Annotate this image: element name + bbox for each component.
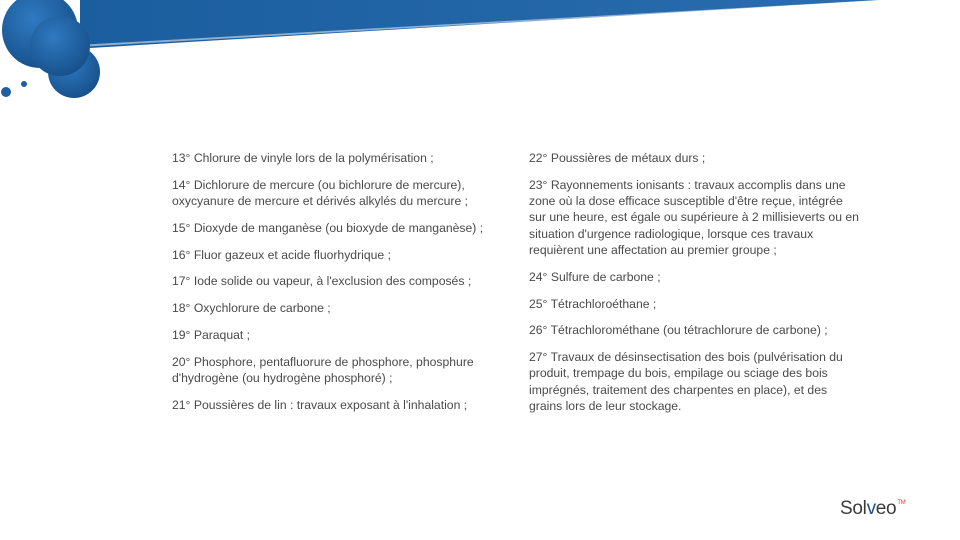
list-item: 17° Iode solide ou vapeur, à l'exclusion des composés ; — [172, 274, 472, 289]
logo-prefix: Sol — [840, 498, 867, 519]
list-item: 16° Fluor gazeux et acide fluorhydrique ; — [172, 247, 391, 262]
list-item: 13° Chlorure de vinyle lors de la polymérisation ; — [172, 151, 434, 165]
header-banner-decoration — [0, 0, 960, 130]
list-item: 15° Dioxyde de manganèse (ou bioxyde de manganèse) ; — [172, 220, 484, 235]
list-item: 24° Sulfure de carbone ; — [529, 269, 661, 284]
list-item: 14° Dichlorure de mercure (ou bichlorure de mercure), oxycyanure de mercure et dérivés alkylés du mercure ; — [172, 177, 469, 209]
list-item: 22° Poussières de métaux durs ; — [529, 151, 706, 165]
list-item: 21° Poussières de lin : travaux exposant à l'inhalation ; — [172, 397, 468, 412]
left-column — [172, 150, 502, 424]
list-item: 18° Oxychlorure de carbone ; — [172, 301, 331, 316]
logo-suffix: eo — [875, 498, 897, 519]
logo-accent: v — [866, 498, 876, 519]
list-item: 23° Rayonnements ionisants : travaux accomplis dans une zone où la dose efficace susceptible d'être reçue, intégrée sur une heure, est égale ou supérieure à 2 millisieverts ou en situation d'urgence radiologique, lorsque ces travaux requièrent une affectation au premier groupe ; — [529, 177, 859, 257]
list-item: 19° Paraquat ; — [172, 328, 251, 343]
solveo-logo — [840, 498, 905, 520]
trademark-mark: TM — [897, 500, 906, 506]
list-item: 20° Phosphore, pentafluorure de phosphore, phosphure d'hydrogène (ou hydrogène phosphoré) ; — [172, 354, 474, 386]
list-item: 27° Travaux de désinsectisation des bois (pulvérisation du produit, trempage du bois, empilage ou sciage des bois imprégnés, traitement des charpentes en place), et des grains lors de leur stockage. — [529, 350, 843, 414]
list-item: 25° Tétrachloroéthane ; — [529, 296, 657, 311]
right-column — [529, 150, 859, 425]
list-item: 26° Tétrachlorométhane (ou tétrachlorure de carbone) ; — [529, 323, 828, 338]
